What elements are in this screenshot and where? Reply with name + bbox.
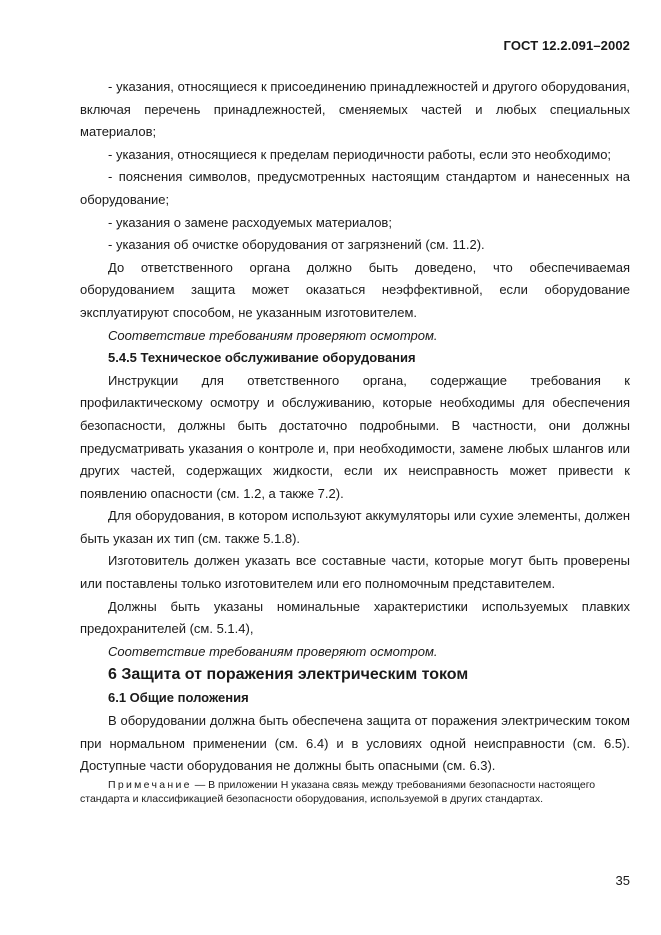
body-paragraph: До ответственного органа должно быть доведено, что обеспечиваемая оборудованием защита может оказаться неэффективной, если оборудование эксплуатируют способом, не указанным изготовителем. — [80, 259, 630, 320]
subsection-title-6-1: 6.1 Общие положения — [108, 690, 249, 706]
page-body — [80, 76, 630, 806]
body-paragraph: В оборудовании должна быть обеспечена защита от поражения электрическим током при нормальном применении (см. 6.4) и в условиях одной неисправности (см. 6.5). Доступные части оборудования не должны быть опасными (см. 6.3). — [80, 713, 630, 774]
footnote — [80, 778, 630, 806]
body-paragraph: Для оборудования, в котором используют аккумуляторы или сухие элементы, должен быть указан их тип (см. также 5.1.8). — [80, 508, 630, 546]
subsection-title-5-4-5: 5.4.5 Техническое обслуживание оборудования — [108, 350, 416, 366]
section-title-6: 6 Защита от поражения электрическим током — [108, 666, 469, 684]
list-item: - указания, относящиеся к пределам периодичности работы, если это необходимо; — [108, 146, 612, 162]
note-label: Примечание — [108, 778, 192, 791]
compliance-note: Соответствие требованиям проверяют осмотром. — [108, 643, 438, 659]
body-paragraph: Должны быть указаны номинальные характеристики используемых плавких предохранителей (см. 5.1.4), — [80, 598, 630, 637]
compliance-note: Соответствие требованиям проверяют осмотром. — [108, 327, 438, 343]
page-number: 35 — [615, 873, 630, 888]
body-paragraph: Изготовитель должен указать все составные части, которые могут быть проверены или поставлены только изготовителем или его полномочным представителем. — [80, 553, 630, 592]
list-item: - пояснения символов, предусмотренных настоящим стандартом и нанесенных на оборудование; — [80, 169, 630, 207]
note-text: — В приложении Н указана связь между требованиями безопасности настоящего стандарта и классификацией безопасности оборудования, используемой в других стандартах. — [80, 778, 596, 805]
list-item: - указания об очистке оборудования от загрязнений (см. 11.2). — [108, 237, 485, 253]
list-item: - указания, относящиеся к присоединению принадлежностей и другого оборудования, включая перечень принадлежностей, сменяемых частей и любых специальных материалов; — [80, 79, 630, 140]
body-paragraph: Инструкции для ответственного органа, содержащие требования к профилактическому осмотру и обслуживанию, которые необходимы для обеспечения безопасности, должны быть достаточно подробными. В частности, они должны предусматривать указания о контроле и, при необходимости, замене любых шлангов или других частей, содержащих жидкости, если их неисправность может привести к появлению опасности (см. 1.2, а также 7.2). — [80, 372, 630, 501]
document-header: ГОСТ 12.2.091–2002 — [503, 38, 630, 53]
list-item: - указания о замене расходуемых материалов; — [108, 214, 392, 230]
